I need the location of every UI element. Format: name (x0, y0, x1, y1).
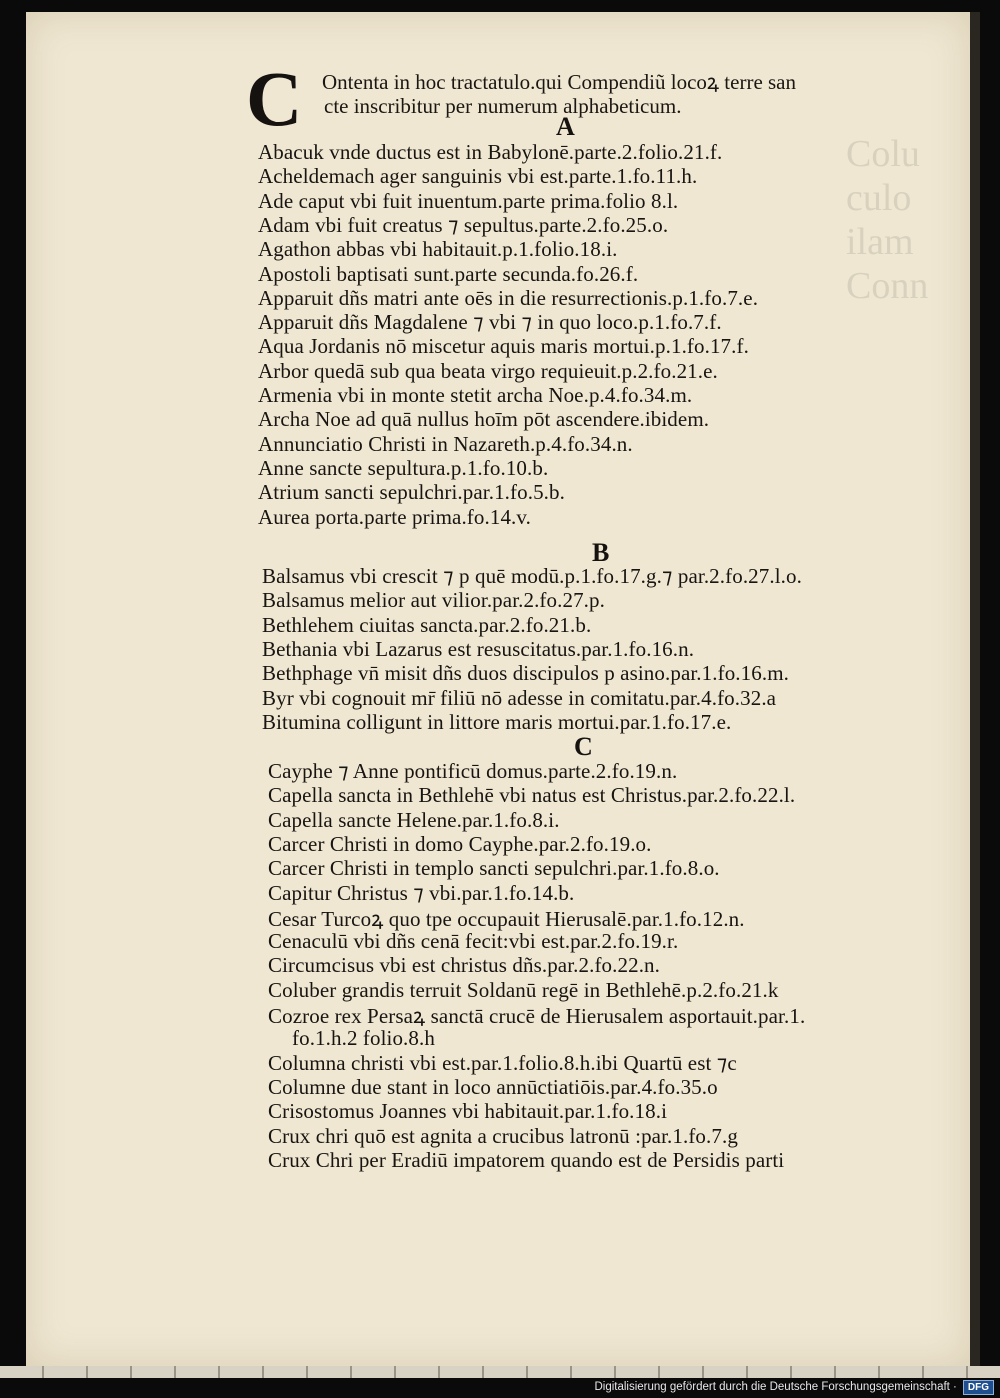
intro-line: cte inscribitur per numerum alphabeticum. (324, 94, 682, 118)
funding-footer (594, 1378, 994, 1396)
index-entry: Cozroe rex Persaꝝ sanctā crucē de Hierusalem asportauit.par.1. (268, 1004, 806, 1028)
bleed-through-line: ilam (846, 221, 914, 263)
index-entry: Crux Chri per Eradiū impatorem quando est de Persidis parti (268, 1147, 785, 1172)
index-entry: Acheldemach ager sanguinis vbi est.parte.1.fo.11.h. (258, 164, 698, 189)
intro-paragraph (322, 70, 922, 118)
index-entry: Capella sancte Helene.par.1.fo.8.i. (268, 807, 560, 832)
index-entry: Abacuk vnde ductus est in Babylonē.parte.2.folio.21.f. (258, 140, 723, 164)
bleed-through-line: culo (846, 177, 912, 219)
index-entry: Carcer Christi in templo sancti sepulchri.par.1.fo.8.o. (268, 856, 720, 881)
section-letter: B (592, 538, 610, 567)
index-entry: Cayphe ⁊ Anne pontificū domus.parte.2.fo.19.n. (268, 759, 678, 783)
index-entry: Balsamus vbi crescit ⁊ p quē modū.p.1.fo.17.g.⁊ par.2.fo.27.l.o. (262, 564, 802, 588)
index-entry: Crux chri quō est agnita a crucibus latronū :par.1.fo.7.g (268, 1123, 738, 1148)
index-entry: Annunciatio Christi in Nazareth.p.4.fo.34.n. (258, 431, 633, 456)
index-entry: Atrium sancti sepulchri.par.1.fo.5.b. (258, 480, 565, 505)
index-entry: Capitur Christus ⁊ vbi.par.1.fo.14.b. (268, 880, 575, 905)
index-entry: Balsamus melior aut vilior.par.2.fo.27.p. (262, 588, 605, 613)
index-entry: Cesar Turcoꝝ quo tpe occupauit Hierusalē.par.1.fo.12.n. (268, 906, 745, 931)
index-entry: Crisostomus Joannes vbi habitauit.par.1.fo.18.i (268, 1099, 668, 1124)
index-entry: Adam vbi fuit creatus ⁊ sepultus.parte.2.fo.25.o. (258, 212, 669, 237)
index-entry: Aurea porta.parte prima.fo.14.v. (258, 504, 531, 529)
index-entry: Arbor quedā sub qua beata virgo requieuit.p.2.fo.21.e. (258, 358, 718, 383)
index-entry: Bethlehem ciuitas sancta.par.2.fo.21.b. (262, 612, 592, 637)
index-entry: Columne due stant in loco annūctiatiōis.par.4.fo.35.o (268, 1074, 718, 1099)
index-entry: Circumcisus vbi est christus dñs.par.2.fo.22.n. (268, 953, 660, 978)
index-entry: Ade caput vbi fuit inuentum.parte prima.folio 8.l. (258, 188, 679, 213)
index-entry: Agathon abbas vbi habitauit.p.1.folio.18.i. (258, 237, 618, 262)
index-entry: Apparuit dñs matri ante oēs in die resurrectionis.p.1.fo.7.e. (258, 285, 759, 310)
index-entry: Apparuit dñs Magdalene ⁊ vbi ⁊ in quo loco.p.1.fo.7.f. (258, 310, 722, 335)
section-letter: A (556, 112, 575, 141)
decorated-initial: C (246, 55, 303, 142)
bleed-through-line: Colu (846, 133, 920, 175)
index-entry: Archa Noe ad quā nullus hoīm pōt ascendere.ibidem. (258, 407, 710, 432)
intro-line: Ontenta in hoc tractatulo.qui Compendiũ locoꝝ terre san (322, 70, 797, 94)
index-entry: Cenaculū vbi dñs cenā fecit:vbi est.par.2.fo.19.r. (268, 929, 679, 954)
index-entry: fo.1.h.2 folio.8.h (292, 1026, 435, 1051)
index-entry: Capella sancta in Bethlehē vbi natus est Christus.par.2.fo.22.l. (268, 783, 796, 808)
dfg-logo: DFG (963, 1380, 994, 1395)
index-entry: Bethphage vn̄ misit dñs duos discipulos p asino.par.1.fo.16.m. (262, 661, 789, 686)
index-entry: Aqua Jordanis nō miscetur aquis maris mortui.p.1.fo.17.f. (258, 334, 749, 359)
bleed-through-line: Conn (846, 265, 929, 307)
index-entry: Anne sancte sepultura.p.1.fo.10.b. (258, 455, 549, 480)
index-entry: Bitumina colligunt in littore maris mortui.par.1.fo.17.e. (262, 709, 732, 734)
index-entry: Byr vbi cognouit mr̄ filiū nō adesse in comitatu.par.4.fo.32.a (262, 685, 777, 710)
index-entry: Armenia vbi in monte stetit archa Noe.p.4.fo.34.m. (258, 383, 693, 407)
index-entry: Columna christi vbi est.par.1.folio.8.h.ibi Quartū est ⁊c (268, 1050, 737, 1075)
section-letter: C (574, 732, 593, 761)
index-entry: Apostoli baptisati sunt.parte secunda.fo.26.f. (258, 261, 639, 286)
index-entry: Coluber grandis terruit Soldanū regē in Bethlehē.p.2.fo.21.k (268, 977, 779, 1002)
funding-text: Digitalisierung gefördert durch die Deutsche Forschungsgemeinschaft · (594, 1381, 957, 1393)
index-entry: Bethania vbi Lazarus est resuscitatus.par.1.fo.16.n. (262, 636, 695, 661)
index-entry: Carcer Christi in domo Cayphe.par.2.fo.19.o. (268, 831, 652, 856)
